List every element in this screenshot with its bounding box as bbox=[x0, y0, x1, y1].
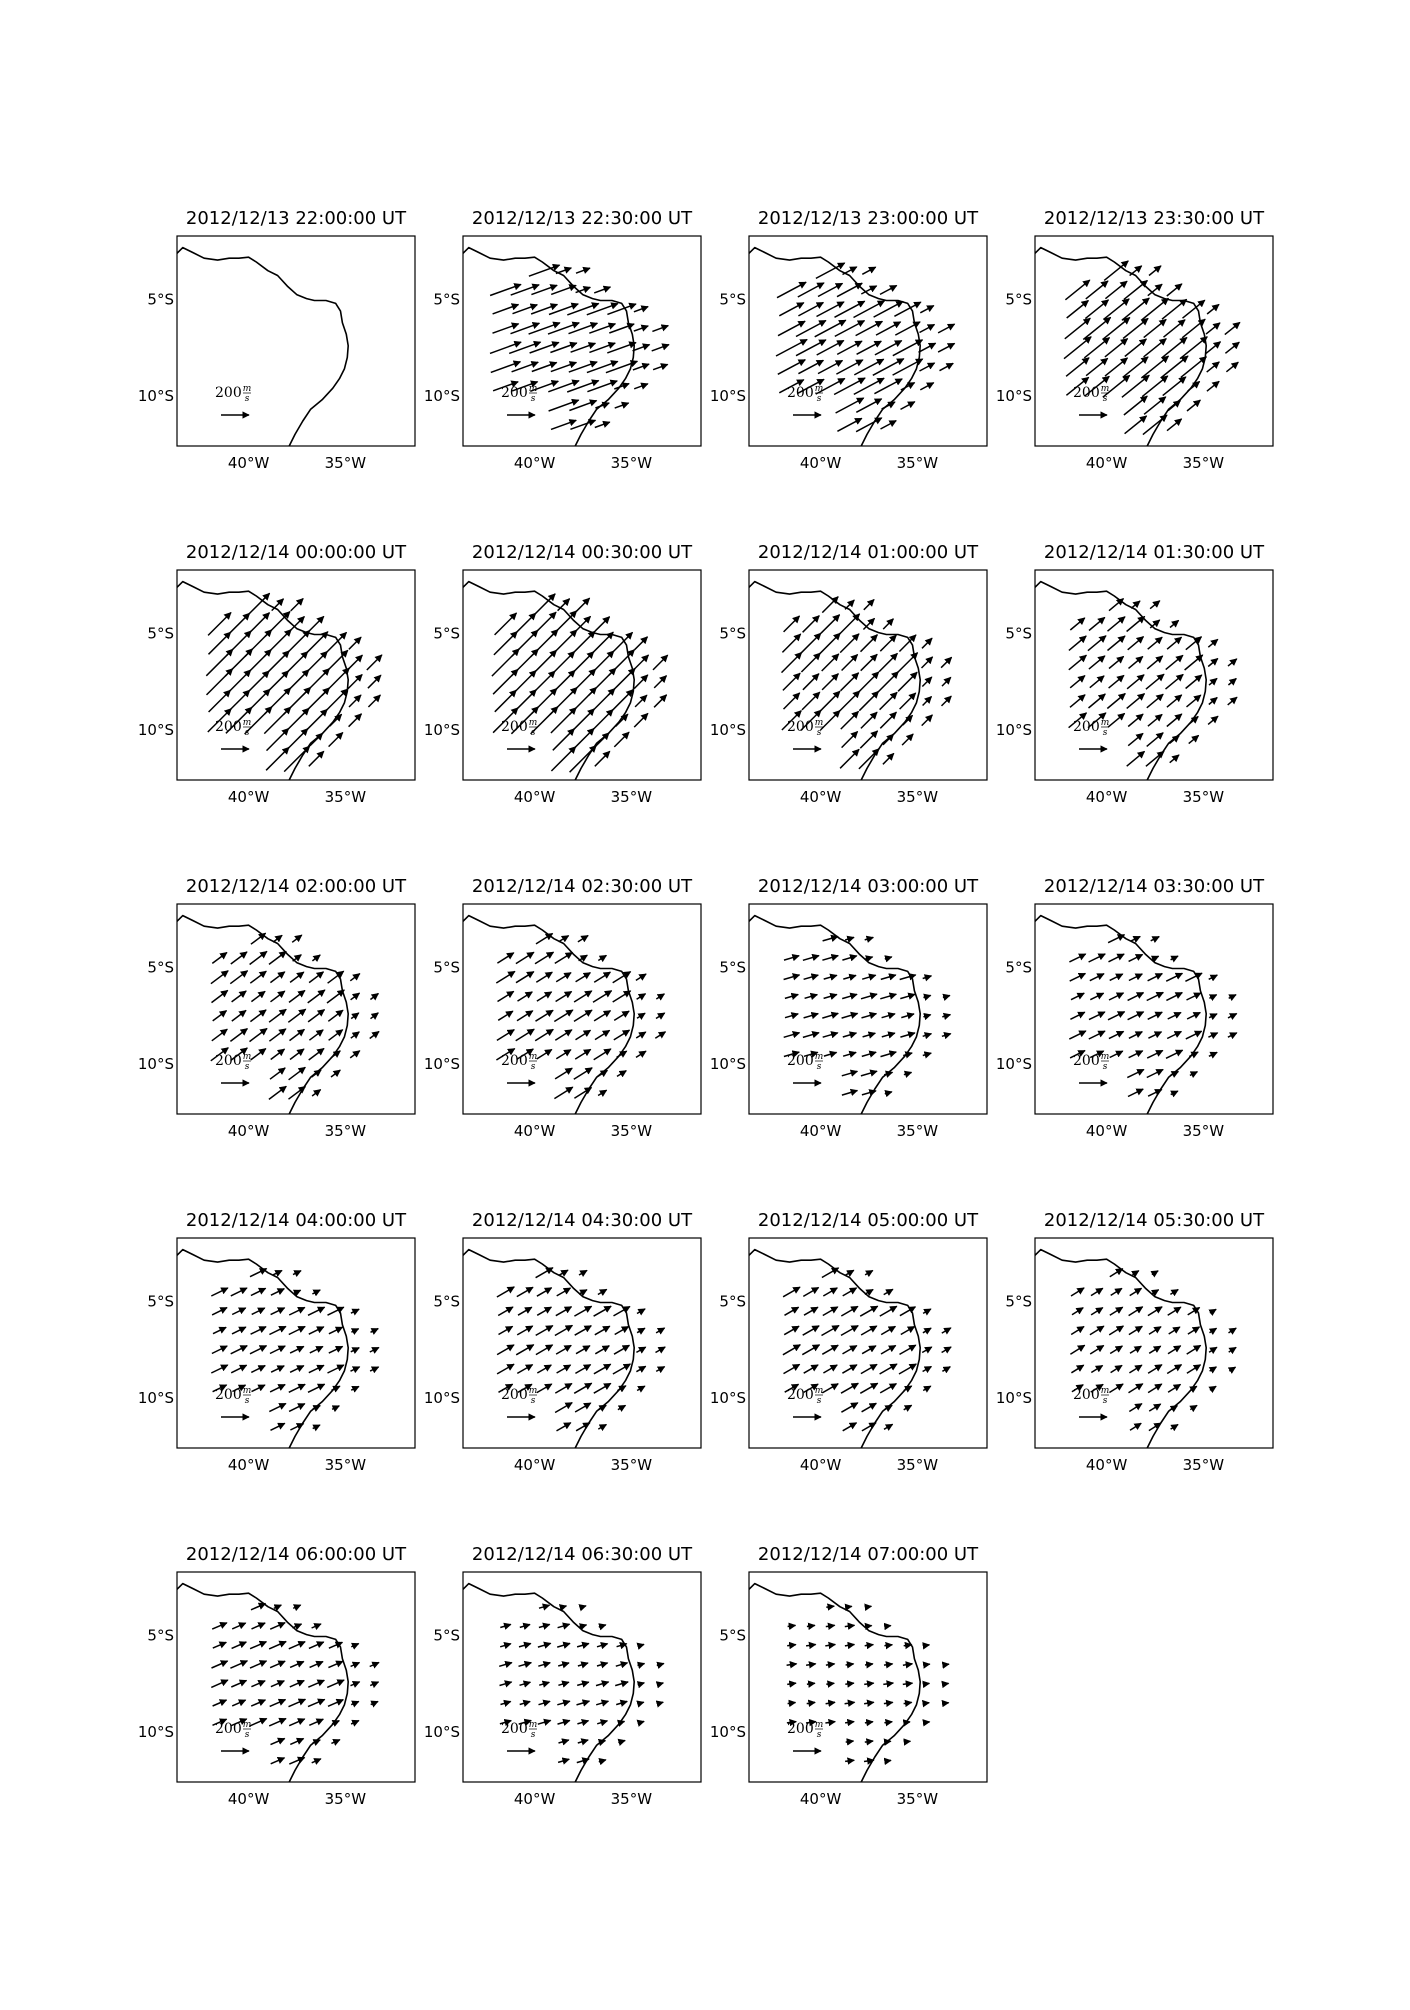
scale-key-unit-den: s bbox=[816, 1730, 822, 1740]
scale-key-label: 200 bbox=[501, 385, 528, 401]
scale-key-unit-den: s bbox=[1102, 1396, 1108, 1406]
map-frame bbox=[749, 904, 987, 1114]
x-tick-label: 35°W bbox=[324, 1790, 367, 1808]
x-tick-label: 40°W bbox=[1085, 1456, 1128, 1474]
y-tick-label: 10°S bbox=[995, 720, 1032, 739]
scale-key-label: 200 bbox=[501, 1387, 528, 1403]
x-tick-label: 40°W bbox=[227, 1790, 270, 1808]
map-frame bbox=[463, 570, 701, 780]
scale-key-label: 200 bbox=[787, 1721, 814, 1737]
panel-title: 2012/12/14 00:00:00 UT bbox=[185, 542, 407, 563]
x-tick-label: 40°W bbox=[513, 788, 556, 806]
map-frame bbox=[1035, 1238, 1273, 1448]
panel-title: 2012/12/13 22:30:00 UT bbox=[471, 208, 693, 229]
x-tick-label: 40°W bbox=[799, 1790, 842, 1808]
y-tick-label: 5°S bbox=[433, 1626, 460, 1645]
scale-key-unit-den: s bbox=[530, 1062, 536, 1072]
scale-key-unit-num: m bbox=[814, 384, 824, 394]
map-frame bbox=[463, 1572, 701, 1782]
map-frame bbox=[749, 236, 987, 446]
y-tick-label: 10°S bbox=[423, 1054, 460, 1073]
scale-key-label: 200 bbox=[787, 719, 814, 735]
panel-title: 2012/12/14 04:30:00 UT bbox=[471, 1210, 693, 1231]
map-panel bbox=[424, 208, 701, 472]
wind-vector bbox=[886, 1626, 891, 1627]
x-tick-label: 35°W bbox=[896, 1456, 939, 1474]
x-tick-label: 40°W bbox=[513, 1456, 556, 1474]
scale-key-unit-num: m bbox=[528, 718, 538, 728]
scale-key-unit-den: s bbox=[530, 728, 536, 738]
map-panel bbox=[424, 542, 701, 806]
y-tick-label: 10°S bbox=[995, 1054, 1032, 1073]
map-panel bbox=[710, 208, 987, 472]
map-panel bbox=[138, 1210, 415, 1474]
panel-title: 2012/12/14 06:30:00 UT bbox=[471, 1544, 693, 1565]
scale-key-unit-den: s bbox=[530, 1396, 536, 1406]
y-tick-label: 5°S bbox=[147, 1626, 174, 1645]
scale-key-unit-den: s bbox=[1102, 1062, 1108, 1072]
y-tick-label: 10°S bbox=[137, 1388, 174, 1407]
y-tick-label: 5°S bbox=[147, 958, 174, 977]
map-frame bbox=[177, 904, 415, 1114]
x-tick-label: 35°W bbox=[896, 1790, 939, 1808]
scale-key-unit-den: s bbox=[244, 1062, 250, 1072]
y-tick-label: 10°S bbox=[709, 1054, 746, 1073]
scale-key-label: 200 bbox=[787, 385, 814, 401]
scale-key-label: 200 bbox=[215, 719, 242, 735]
map-panel bbox=[996, 876, 1273, 1140]
scale-key-unit-num: m bbox=[242, 1052, 252, 1062]
wind-vector bbox=[905, 1722, 910, 1723]
scale-key-label: 200 bbox=[215, 1721, 242, 1737]
x-tick-label: 35°W bbox=[1182, 1456, 1225, 1474]
scale-key-label: 200 bbox=[787, 1387, 814, 1403]
x-tick-label: 40°W bbox=[1085, 788, 1128, 806]
scale-key-label: 200 bbox=[501, 1053, 528, 1069]
scale-key-label: 200 bbox=[215, 1053, 242, 1069]
scale-key-unit-den: s bbox=[530, 1730, 536, 1740]
y-tick-label: 10°S bbox=[137, 1054, 174, 1073]
scale-key-unit-num: m bbox=[814, 1386, 824, 1396]
panel-title: 2012/12/13 23:30:00 UT bbox=[1043, 208, 1265, 229]
y-tick-label: 5°S bbox=[433, 958, 460, 977]
scale-key-unit-den: s bbox=[1102, 394, 1108, 404]
x-tick-label: 40°W bbox=[513, 454, 556, 472]
wind-vector bbox=[905, 1741, 911, 1742]
x-tick-label: 35°W bbox=[324, 454, 367, 472]
x-tick-label: 40°W bbox=[227, 454, 270, 472]
wind-vector bbox=[944, 1683, 948, 1684]
wind-vector bbox=[925, 1683, 930, 1684]
scale-key-label: 200 bbox=[1073, 719, 1100, 735]
wind-vector bbox=[867, 1606, 872, 1607]
map-panel bbox=[424, 876, 701, 1140]
scale-key-unit-num: m bbox=[1100, 1052, 1110, 1062]
map-frame bbox=[463, 236, 701, 446]
y-tick-label: 5°S bbox=[1005, 624, 1032, 643]
scale-key-unit-den: s bbox=[816, 1396, 822, 1406]
panel-title: 2012/12/14 05:00:00 UT bbox=[757, 1210, 979, 1231]
panel-title: 2012/12/14 06:00:00 UT bbox=[185, 1544, 407, 1565]
x-tick-label: 40°W bbox=[1085, 454, 1128, 472]
map-panel bbox=[710, 1544, 987, 1808]
x-tick-label: 40°W bbox=[799, 1122, 842, 1140]
x-tick-label: 40°W bbox=[227, 788, 270, 806]
map-frame bbox=[749, 1572, 987, 1782]
scale-key-unit-num: m bbox=[528, 1386, 538, 1396]
scale-key-unit-num: m bbox=[242, 1720, 252, 1730]
x-tick-label: 35°W bbox=[610, 1456, 653, 1474]
y-tick-label: 5°S bbox=[147, 1292, 174, 1311]
panel-title: 2012/12/14 01:30:00 UT bbox=[1043, 542, 1265, 563]
map-frame bbox=[463, 904, 701, 1114]
scale-key-unit-den: s bbox=[244, 1730, 250, 1740]
y-tick-label: 10°S bbox=[137, 386, 174, 405]
scale-key-unit-num: m bbox=[1100, 1386, 1110, 1396]
panel-title: 2012/12/14 07:00:00 UT bbox=[757, 1544, 979, 1565]
panel-title: 2012/12/14 05:30:00 UT bbox=[1043, 1210, 1265, 1231]
scale-key-label: 200 bbox=[501, 1721, 528, 1737]
y-tick-label: 10°S bbox=[423, 1388, 460, 1407]
map-panel bbox=[138, 1544, 415, 1808]
x-tick-label: 35°W bbox=[324, 788, 367, 806]
y-tick-label: 10°S bbox=[137, 720, 174, 739]
scale-key-unit-num: m bbox=[528, 1720, 538, 1730]
y-tick-label: 5°S bbox=[433, 624, 460, 643]
y-tick-label: 5°S bbox=[433, 290, 460, 309]
map-frame bbox=[749, 570, 987, 780]
y-tick-label: 5°S bbox=[1005, 1292, 1032, 1311]
scale-key-unit-num: m bbox=[1100, 718, 1110, 728]
y-tick-label: 10°S bbox=[423, 386, 460, 405]
scale-key-unit-num: m bbox=[814, 1720, 824, 1730]
scale-key-label: 200 bbox=[787, 1053, 814, 1069]
map-panel bbox=[138, 208, 415, 472]
x-tick-label: 40°W bbox=[227, 1122, 270, 1140]
y-tick-label: 10°S bbox=[423, 720, 460, 739]
scale-key-unit-num: m bbox=[814, 718, 824, 728]
wind-vector bbox=[886, 1741, 891, 1742]
x-tick-label: 40°W bbox=[513, 1122, 556, 1140]
wind-vector bbox=[924, 1664, 930, 1665]
y-tick-label: 10°S bbox=[709, 720, 746, 739]
x-tick-label: 40°W bbox=[513, 1790, 556, 1808]
y-tick-label: 10°S bbox=[709, 386, 746, 405]
y-tick-label: 10°S bbox=[995, 1388, 1032, 1407]
y-tick-label: 10°S bbox=[423, 1722, 460, 1741]
map-frame bbox=[749, 1238, 987, 1448]
panel-title: 2012/12/14 00:30:00 UT bbox=[471, 542, 693, 563]
map-panel bbox=[996, 208, 1273, 472]
scale-key-label: 200 bbox=[215, 1387, 242, 1403]
map-frame bbox=[177, 1572, 415, 1782]
panel-title: 2012/12/14 03:00:00 UT bbox=[757, 876, 979, 897]
scale-key-unit-den: s bbox=[530, 394, 536, 404]
y-tick-label: 5°S bbox=[147, 290, 174, 309]
wind-vector bbox=[925, 1645, 930, 1646]
x-tick-label: 35°W bbox=[324, 1122, 367, 1140]
map-panel bbox=[996, 542, 1273, 806]
wind-vector bbox=[925, 1703, 929, 1704]
x-tick-label: 40°W bbox=[799, 1456, 842, 1474]
y-tick-label: 5°S bbox=[719, 958, 746, 977]
x-tick-label: 35°W bbox=[610, 788, 653, 806]
scale-key-label: 200 bbox=[501, 719, 528, 735]
panel-title: 2012/12/14 03:30:00 UT bbox=[1043, 876, 1265, 897]
wind-vector bbox=[944, 1703, 949, 1704]
scale-key-unit-num: m bbox=[528, 1052, 538, 1062]
x-tick-label: 40°W bbox=[227, 1456, 270, 1474]
scale-key-unit-num: m bbox=[528, 384, 538, 394]
wind-vector bbox=[944, 1664, 949, 1665]
map-panel bbox=[138, 542, 415, 806]
map-frame bbox=[177, 570, 415, 780]
panel-title: 2012/12/14 04:00:00 UT bbox=[185, 1210, 407, 1231]
x-tick-label: 35°W bbox=[1182, 788, 1225, 806]
panel-title: 2012/12/14 01:00:00 UT bbox=[757, 542, 979, 563]
y-tick-label: 10°S bbox=[709, 1722, 746, 1741]
map-frame bbox=[177, 1238, 415, 1448]
panel-title: 2012/12/13 22:00:00 UT bbox=[185, 208, 407, 229]
x-tick-label: 35°W bbox=[1182, 454, 1225, 472]
map-frame bbox=[177, 236, 415, 446]
x-tick-label: 35°W bbox=[324, 1456, 367, 1474]
scale-key-label: 200 bbox=[1073, 1387, 1100, 1403]
scale-key-unit-num: m bbox=[242, 384, 252, 394]
x-tick-label: 35°W bbox=[896, 1122, 939, 1140]
x-tick-label: 40°W bbox=[799, 454, 842, 472]
map-panel bbox=[996, 1210, 1273, 1474]
scale-key-unit-den: s bbox=[244, 1396, 250, 1406]
y-tick-label: 5°S bbox=[719, 624, 746, 643]
y-tick-label: 5°S bbox=[719, 1626, 746, 1645]
scale-key-label: 200 bbox=[215, 385, 242, 401]
panel-title: 2012/12/13 23:00:00 UT bbox=[757, 208, 979, 229]
map-frame bbox=[1035, 236, 1273, 446]
y-tick-label: 10°S bbox=[137, 1722, 174, 1741]
scale-key-unit-den: s bbox=[816, 1062, 822, 1072]
y-tick-label: 5°S bbox=[719, 1292, 746, 1311]
map-panel bbox=[424, 1210, 701, 1474]
scale-key-unit-den: s bbox=[244, 728, 250, 738]
scale-key-unit-num: m bbox=[814, 1052, 824, 1062]
x-tick-label: 35°W bbox=[1182, 1122, 1225, 1140]
panel-title: 2012/12/14 02:00:00 UT bbox=[185, 876, 407, 897]
x-tick-label: 40°W bbox=[799, 788, 842, 806]
map-panel bbox=[138, 876, 415, 1140]
y-tick-label: 5°S bbox=[1005, 958, 1032, 977]
x-tick-label: 35°W bbox=[610, 1790, 653, 1808]
x-tick-label: 35°W bbox=[896, 788, 939, 806]
y-tick-label: 5°S bbox=[147, 624, 174, 643]
scale-key-unit-num: m bbox=[242, 718, 252, 728]
map-frame bbox=[1035, 904, 1273, 1114]
scale-key-unit-den: s bbox=[816, 394, 822, 404]
scale-key-unit-den: s bbox=[1102, 728, 1108, 738]
scale-key-unit-den: s bbox=[244, 394, 250, 404]
y-tick-label: 5°S bbox=[719, 290, 746, 309]
scale-key-unit-num: m bbox=[1100, 384, 1110, 394]
scale-key-label: 200 bbox=[1073, 385, 1100, 401]
x-tick-label: 35°W bbox=[896, 454, 939, 472]
wind-vector bbox=[866, 1626, 872, 1627]
y-tick-label: 10°S bbox=[709, 1388, 746, 1407]
map-panel bbox=[710, 542, 987, 806]
map-panel bbox=[710, 1210, 987, 1474]
wind-vector bbox=[886, 1760, 891, 1761]
x-tick-label: 35°W bbox=[610, 1122, 653, 1140]
y-tick-label: 5°S bbox=[1005, 290, 1032, 309]
panel-title: 2012/12/14 02:30:00 UT bbox=[471, 876, 693, 897]
map-frame bbox=[463, 1238, 701, 1448]
map-panel bbox=[424, 1544, 701, 1808]
scale-key-unit-den: s bbox=[816, 728, 822, 738]
wind-vector bbox=[925, 1722, 930, 1723]
map-panel bbox=[710, 876, 987, 1140]
x-tick-label: 40°W bbox=[1085, 1122, 1128, 1140]
scale-key-unit-num: m bbox=[242, 1386, 252, 1396]
map-frame bbox=[1035, 570, 1273, 780]
y-tick-label: 5°S bbox=[433, 1292, 460, 1311]
wind-vector bbox=[847, 1606, 851, 1607]
scale-key-label: 200 bbox=[1073, 1053, 1100, 1069]
y-tick-label: 10°S bbox=[995, 386, 1032, 405]
x-tick-label: 35°W bbox=[610, 454, 653, 472]
